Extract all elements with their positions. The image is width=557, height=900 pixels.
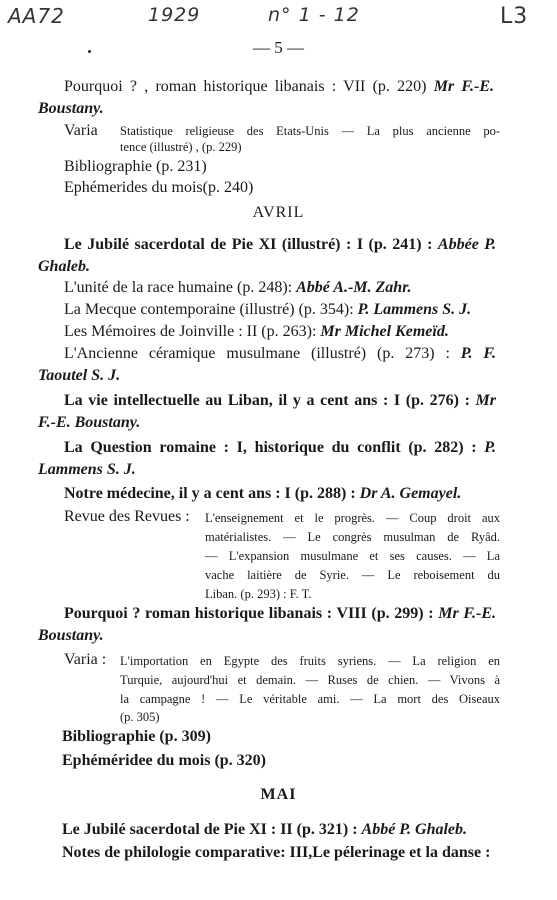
section-heading-mai: MAI: [260, 786, 297, 803]
toc-author: Lammens S. J.: [38, 461, 136, 478]
toc-entry: Notre médecine, il y a cent ans : I (p. 288) : Dr A. Gemayel.: [64, 485, 462, 502]
varia-label: Varia :: [64, 651, 107, 668]
varia-text: la campagne ! — Le véritable ami. — La mort des Oiseaux: [120, 692, 500, 706]
toc-entry: Le Jubilé sacerdotal de Pie XI (illustré) : I (p. 241) : Abbée P.: [64, 236, 497, 253]
varia-text: Statistique religieuse des Etats-Unis — La plus ancienne po-: [120, 124, 500, 138]
handwritten-shelf-mark: L3: [500, 4, 529, 29]
section-heading-avril: AVRIL: [252, 204, 305, 221]
toc-entry: Bibliographie (p. 309): [62, 728, 211, 745]
toc-entry: L'Ancienne céramique musulmane (illustré) (p. 273) : P. F.: [64, 345, 496, 362]
toc-entry: Les Mémoires de Joinville : II (p. 263): Mr Michel Kemeïd.: [64, 323, 449, 340]
handwritten-year: 1929: [148, 4, 201, 26]
revue-text: — L'expansion musulmane et ses causes. — La: [205, 549, 500, 563]
varia-text: L'importation en Egypte des fruits syriens. — La religion en: [120, 654, 500, 668]
toc-entry: La vie intellectuelle au Liban, il y a cent ans : I (p. 276) : Mr: [64, 392, 496, 409]
toc-author: Boustany.: [38, 100, 104, 117]
revue-text: Liban. (p. 293) : F. T.: [205, 587, 312, 601]
revue-text: matérialistes. — Le congrès musulman de Ryâd.: [205, 530, 500, 544]
toc-entry: Ephéméridee du mois (p. 320): [62, 752, 266, 769]
page-number: — 5 —: [253, 38, 304, 57]
toc-entry: Notes de philologie comparative: III,Le pélerinage et la danse :: [62, 844, 491, 861]
varia-text: Turquie, aujourd'hui et demain. — Ruses de chien. — Vivons à: [120, 673, 500, 687]
revue-text: L'enseignement et le progrès. — Coup droit aux: [205, 511, 500, 525]
toc-entry: La Mecque contemporaine (illustré) (p. 354): P. Lammens S. J.: [64, 301, 472, 318]
toc-entry: Ephémerides du mois(p. 240): [64, 179, 254, 196]
toc-author: Taoutel S. J.: [38, 367, 121, 384]
toc-entry: Le Jubilé sacerdotal de Pie XI : II (p. 321) : Abbé P. Ghaleb.: [62, 821, 468, 838]
toc-entry: Bibliographie (p. 231): [64, 158, 207, 175]
varia-label: Varia: [64, 122, 98, 139]
toc-author: F.-E. Boustany.: [38, 414, 141, 431]
revue-label: Revue des Revues :: [64, 508, 190, 525]
toc-entry: L'unité de la race humaine (p. 248): Abbé A.-M. Zahr.: [64, 279, 412, 296]
toc-entry: Pourquoi ? , roman historique libanais : VII (p. 220) Mr F.-E.: [64, 78, 494, 95]
varia-text: (p. 305): [120, 710, 160, 724]
toc-entry: La Question romaine : I, historique du conflit (p. 282) : P.: [64, 439, 496, 456]
toc-author: Boustany.: [38, 627, 104, 644]
toc-author: Ghaleb.: [38, 258, 90, 275]
varia-text: tence (illustré) , (p. 229): [120, 140, 242, 154]
handwritten-issue-range: n° 1 - 12: [268, 4, 360, 26]
handwritten-code: AA72: [8, 4, 65, 28]
revue-text: vache laitière de Syrie. — Le reboisement du: [205, 568, 500, 582]
toc-entry: Pourquoi ? roman historique libanais : VIII (p. 299) : Mr F.-E.: [64, 605, 497, 622]
